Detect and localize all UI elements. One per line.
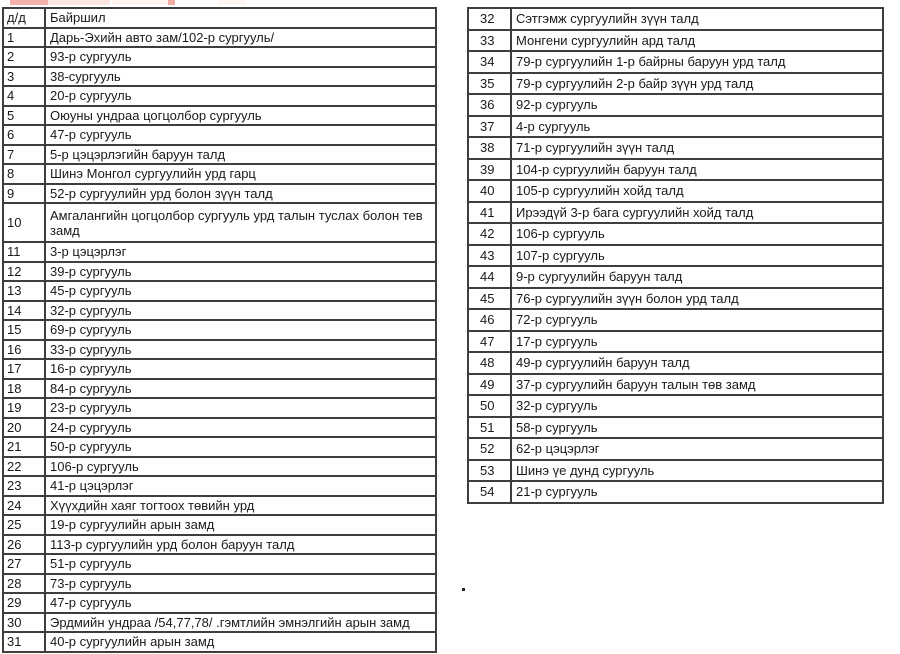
row-number-cell: 53 [468, 460, 511, 482]
table-row [3, 340, 436, 360]
column-header-number: д/д [3, 8, 45, 28]
row-location-cell: 58-р сургууль [511, 417, 883, 439]
row-location-cell: 38-сургууль [45, 67, 436, 87]
row-number-cell: 21 [3, 437, 45, 457]
row-location-cell: 45-р сургууль [45, 281, 436, 301]
row-location-cell: 79-р сургуулийн 2-р байр зүүн урд талд [511, 73, 883, 95]
row-location-cell: 49-р сургуулийн баруун талд [511, 352, 883, 374]
row-number-cell: 26 [3, 535, 45, 555]
row-location-cell: 24-р сургууль [45, 418, 436, 438]
row-number-cell: 49 [468, 374, 511, 396]
row-location-cell: 104-р сургуулийн баруун талд [511, 159, 883, 181]
table-row [468, 159, 883, 181]
row-location-cell: 71-р сургуулийн зүүн талд [511, 137, 883, 159]
row-number-cell: 32 [468, 8, 511, 30]
row-number-cell: 18 [3, 379, 45, 399]
table-row [3, 164, 436, 184]
row-location-cell: 17-р сургууль [511, 331, 883, 353]
row-location-cell: 21-р сургууль [511, 481, 883, 503]
row-location-cell: 9-р сургуулийн баруун талд [511, 266, 883, 288]
row-location-cell: Сэтгэмж сургуулийн зүүн талд [511, 8, 883, 30]
column-header-location: Байршил [45, 8, 436, 28]
row-number-cell: 24 [3, 496, 45, 516]
table-row [3, 632, 436, 652]
row-number-cell: 22 [3, 457, 45, 477]
row-location-cell: 47-р сургууль [45, 593, 436, 613]
row-location-cell: 3-р цэцэрлэг [45, 242, 436, 262]
table-row [468, 180, 883, 202]
table-row [468, 8, 883, 30]
row-location-cell: 76-р сургуулийн зүүн болон урд талд [511, 288, 883, 310]
row-number-cell: 23 [3, 476, 45, 496]
right-table-body [468, 8, 883, 503]
row-number-cell: 34 [468, 51, 511, 73]
row-number-cell: 9 [3, 184, 45, 204]
pink-highlight-artifact [218, 0, 246, 5]
table-row [3, 281, 436, 301]
row-number-cell: 25 [3, 515, 45, 535]
row-number-cell: 51 [468, 417, 511, 439]
table-row [3, 262, 436, 282]
row-location-cell: 113-р сургуулийн урд болон баруун талд [45, 535, 436, 555]
table-row [468, 137, 883, 159]
table-row [3, 106, 436, 126]
table-row [3, 554, 436, 574]
row-number-cell: 54 [468, 481, 511, 503]
row-number-cell: 4 [3, 86, 45, 106]
table-row [3, 535, 436, 555]
row-location-cell: 19-р сургуулийн арын замд [45, 515, 436, 535]
row-number-cell: 40 [468, 180, 511, 202]
row-location-cell: 73-р сургууль [45, 574, 436, 594]
table-row [3, 593, 436, 613]
table-row [468, 481, 883, 503]
table-row [468, 309, 883, 331]
row-location-cell: 107-р сургууль [511, 245, 883, 267]
table-row [468, 202, 883, 224]
pink-highlight-artifact [48, 0, 110, 5]
row-number-cell: 31 [3, 632, 45, 652]
table-row [468, 395, 883, 417]
row-number-cell: 44 [468, 266, 511, 288]
table-row [3, 203, 436, 242]
table-row [468, 288, 883, 310]
table-row [3, 301, 436, 321]
row-number-cell: 1 [3, 28, 45, 48]
row-location-cell: 5-р цэцэрлэгийн баруун талд [45, 145, 436, 165]
table-row [468, 374, 883, 396]
table-row [468, 30, 883, 52]
row-number-cell: 6 [3, 125, 45, 145]
pink-highlight-artifact [168, 0, 175, 5]
row-location-cell: Дарь-Эхийн авто зам/102-р сургууль/ [45, 28, 436, 48]
row-location-cell: 4-р сургууль [511, 116, 883, 138]
row-location-cell: 106-р сургууль [45, 457, 436, 477]
row-number-cell: 29 [3, 593, 45, 613]
row-location-cell: Хүүхдийн хаяг тогтоох төвийн урд [45, 496, 436, 516]
row-number-cell: 42 [468, 223, 511, 245]
table-row [468, 51, 883, 73]
row-location-cell: Ирээдүй 3-р бага сургуулийн хойд талд [511, 202, 883, 224]
row-number-cell: 16 [3, 340, 45, 360]
row-location-cell: 62-р цэцэрлэг [511, 438, 883, 460]
table-row [3, 145, 436, 165]
row-location-cell: 50-р сургууль [45, 437, 436, 457]
table-row [3, 242, 436, 262]
table-row [3, 359, 436, 379]
row-location-cell: 32-р сургууль [511, 395, 883, 417]
table-row [3, 613, 436, 633]
table-row [468, 417, 883, 439]
row-number-cell: 14 [3, 301, 45, 321]
table-row [3, 47, 436, 67]
stray-dot-artifact [462, 588, 465, 591]
row-location-cell: 79-р сургуулийн 1-р байрны баруун урд талд [511, 51, 883, 73]
row-number-cell: 30 [3, 613, 45, 633]
row-number-cell: 5 [3, 106, 45, 126]
table-row [468, 352, 883, 374]
row-location-cell: Монгени сургуулийн ард талд [511, 30, 883, 52]
row-number-cell: 27 [3, 554, 45, 574]
table-row [3, 496, 436, 516]
row-number-cell: 45 [468, 288, 511, 310]
row-number-cell: 39 [468, 159, 511, 181]
pink-highlight-artifact [112, 0, 170, 5]
row-number-cell: 52 [468, 438, 511, 460]
row-number-cell: 50 [468, 395, 511, 417]
row-location-cell: 72-р сургууль [511, 309, 883, 331]
row-number-cell: 15 [3, 320, 45, 340]
left-table-body [3, 28, 436, 652]
location-table-right [467, 7, 884, 504]
row-number-cell: 43 [468, 245, 511, 267]
table-row [3, 476, 436, 496]
location-table-left [2, 7, 437, 653]
table-row [3, 379, 436, 399]
row-location-cell: 40-р сургуулийн арын замд [45, 632, 436, 652]
table-row [468, 460, 883, 482]
row-location-cell: 23-р сургууль [45, 398, 436, 418]
row-number-cell: 11 [3, 242, 45, 262]
table-header-row [3, 8, 436, 28]
row-location-cell: 69-р сургууль [45, 320, 436, 340]
row-number-cell: 37 [468, 116, 511, 138]
row-location-cell: Шинэ үе дунд сургууль [511, 460, 883, 482]
row-number-cell: 33 [468, 30, 511, 52]
table-row [468, 266, 883, 288]
table-row [468, 223, 883, 245]
row-location-cell: 92-р сургууль [511, 94, 883, 116]
table-row [3, 320, 436, 340]
table-row [3, 437, 436, 457]
table-row [3, 184, 436, 204]
table-row [3, 418, 436, 438]
row-location-cell: 41-р цэцэрлэг [45, 476, 436, 496]
row-location-cell: 93-р сургууль [45, 47, 436, 67]
row-location-cell: Оюуны ундраа цогцолбор сургууль [45, 106, 436, 126]
table-row [3, 67, 436, 87]
row-location-cell: Эрдмийн ундраа /54,77,78/ .гэмтлийн эмнэлгийн арын замд [45, 613, 436, 633]
table-row [468, 116, 883, 138]
table-row [3, 515, 436, 535]
table-row [3, 574, 436, 594]
row-location-cell: 37-р сургуулийн баруун талын төв замд [511, 374, 883, 396]
row-location-cell: 33-р сургууль [45, 340, 436, 360]
row-number-cell: 46 [468, 309, 511, 331]
table-row [3, 457, 436, 477]
row-location-cell: 84-р сургууль [45, 379, 436, 399]
row-location-cell: 32-р сургууль [45, 301, 436, 321]
table-row [468, 94, 883, 116]
row-location-cell: 105-р сургуулийн хойд талд [511, 180, 883, 202]
row-number-cell: 35 [468, 73, 511, 95]
row-location-cell: 106-р сургууль [511, 223, 883, 245]
row-number-cell: 8 [3, 164, 45, 184]
table-row [3, 125, 436, 145]
pink-highlight-artifact [10, 0, 48, 5]
row-location-cell: 51-р сургууль [45, 554, 436, 574]
table-row [3, 86, 436, 106]
row-location-cell: Амгалангийн цогцолбор сургууль урд талын туслах болон тев замд [45, 203, 436, 242]
row-location-cell: Шинэ Монгол сургуулийн урд гарц [45, 164, 436, 184]
row-number-cell: 19 [3, 398, 45, 418]
row-number-cell: 28 [3, 574, 45, 594]
row-number-cell: 41 [468, 202, 511, 224]
row-number-cell: 2 [3, 47, 45, 67]
table-row [468, 73, 883, 95]
table-row [468, 331, 883, 353]
table-row [468, 438, 883, 460]
table-row [3, 28, 436, 48]
row-number-cell: 3 [3, 67, 45, 87]
row-location-cell: 52-р сургуулийн урд болон зүүн талд [45, 184, 436, 204]
row-number-cell: 13 [3, 281, 45, 301]
row-location-cell: 47-р сургууль [45, 125, 436, 145]
row-location-cell: 16-р сургууль [45, 359, 436, 379]
row-number-cell: 48 [468, 352, 511, 374]
row-number-cell: 47 [468, 331, 511, 353]
row-number-cell: 10 [3, 203, 45, 242]
row-number-cell: 7 [3, 145, 45, 165]
row-number-cell: 20 [3, 418, 45, 438]
row-number-cell: 17 [3, 359, 45, 379]
row-location-cell: 39-р сургууль [45, 262, 436, 282]
row-number-cell: 36 [468, 94, 511, 116]
row-number-cell: 38 [468, 137, 511, 159]
row-location-cell: 20-р сургууль [45, 86, 436, 106]
table-row [3, 398, 436, 418]
table-row [468, 245, 883, 267]
row-number-cell: 12 [3, 262, 45, 282]
